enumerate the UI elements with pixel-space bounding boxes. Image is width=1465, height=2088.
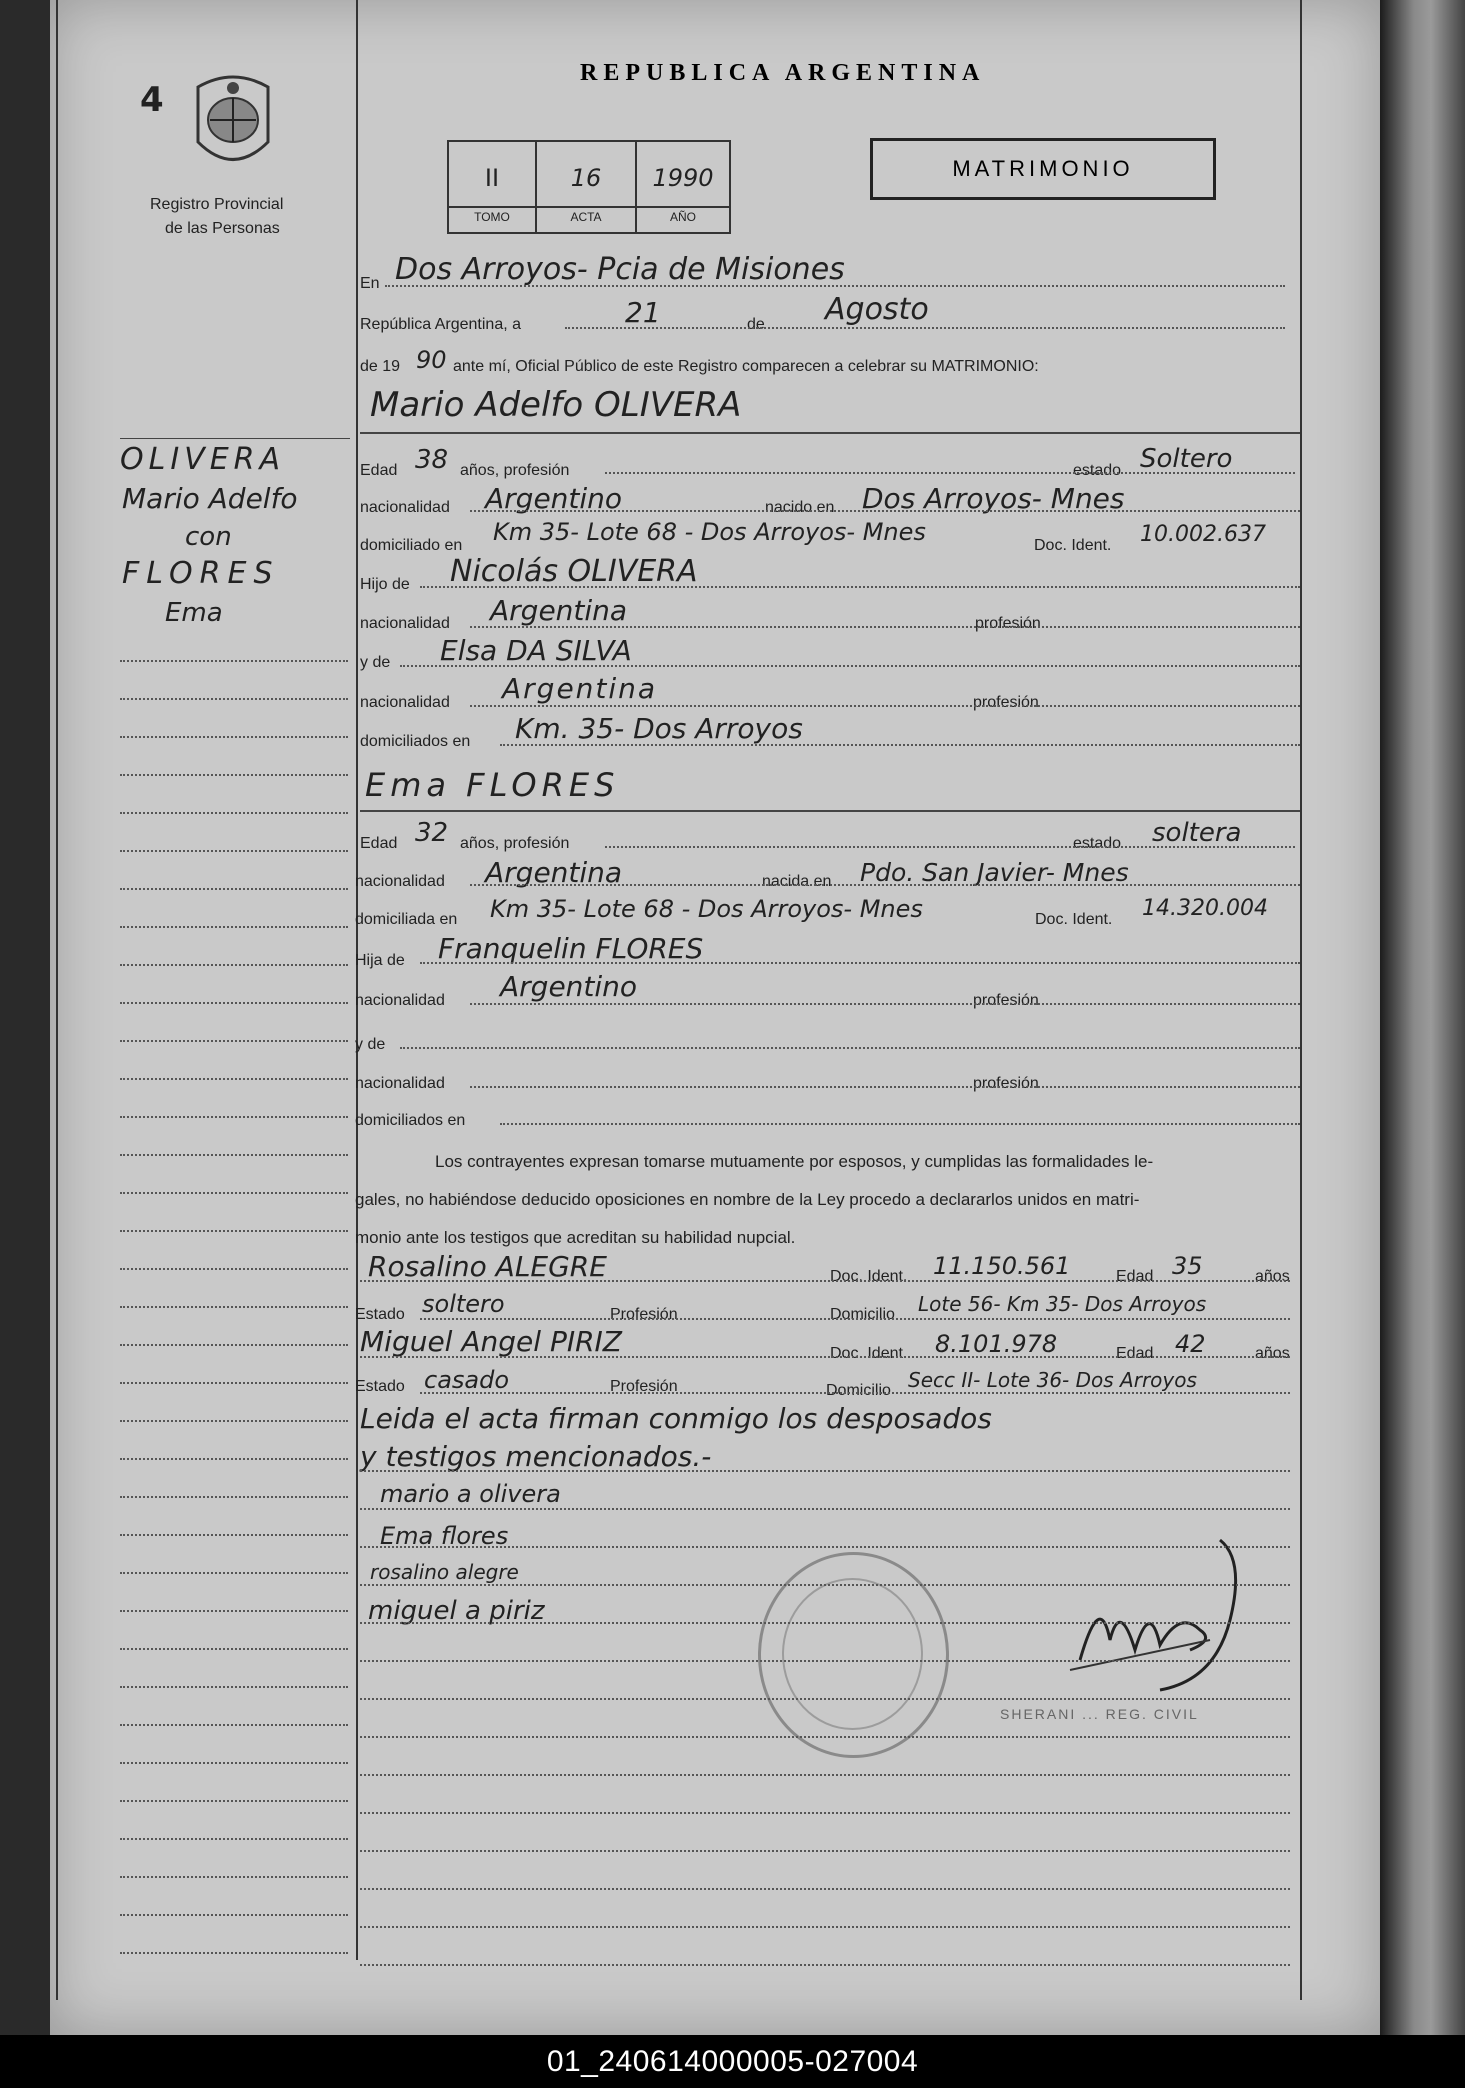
margin-note-line-1: OLIVERA [120,442,286,477]
groom-estado: Soltero [1140,444,1233,474]
bride-dom-label: domiciliada en [355,911,458,928]
record-type-box: MATRIMONIO [870,138,1216,200]
witness-2-estado: casado [424,1366,510,1394]
margin-ruled-line [120,1838,348,1840]
witness-1-estado-label: Estado [355,1306,405,1323]
groom-nacido-en: Dos Arroyos- Mnes [862,482,1125,515]
groom-nacionalidad: Argentino [485,482,623,515]
witness-1-anos-label: años [1255,1268,1290,1285]
margin-ruled-line [120,1154,348,1156]
en-label: En [360,275,380,292]
bride-father-nac-label: nacionalidad [355,992,445,1009]
witness-1-domicilio: Lote 56- Km 35- Dos Arroyos [918,1292,1207,1316]
bride-name: Ema FLORES [365,766,620,804]
groom-nac-label: nacionalidad [360,499,450,516]
margin-ruled-line [120,1230,348,1232]
margin-ruled-line [120,1762,348,1764]
margin-ruled-line [120,1534,348,1536]
margin-note-rule [120,438,350,439]
office-line-2: de las Personas [165,220,280,237]
witness-1-doc-label: Doc. Ident. [830,1268,908,1285]
margin-ruled-line [120,1914,348,1916]
groom-edad: 38 [415,445,449,475]
official-signature [1040,1530,1260,1710]
margin-note-line-3: con [185,522,232,552]
bride-father-nac-dots [470,1003,1300,1005]
margin-note-line-4: FLORES [122,556,280,591]
place-dots [385,285,1285,287]
ano-label: AÑO [669,210,696,224]
witness-1-prof-label: Profesión [610,1306,678,1323]
margin-ruled-line [120,774,348,776]
margin-ruled-line [120,850,348,852]
main-ruled-line [360,1622,1290,1624]
bride-father-prof-label: profesión [973,992,1039,1009]
bride-nacionalidad: Argentina [485,856,623,889]
groom-name: Mario Adelfo OLIVERA [370,385,742,425]
main-ruled-line [360,1698,1290,1700]
witness-2-prof-label: Profesión [610,1378,678,1395]
margin-ruled-line [120,1306,348,1308]
groom-mother-nac: Argentina [502,672,658,705]
signature-bride: Ema flores [380,1522,509,1550]
appearance-statement: ante mí, Oficial Público de este Registro comparecen a celebrar su MATRIMONIO: [453,358,1039,375]
acta-value: 16 [570,164,602,192]
margin-ruled-line [120,1268,348,1270]
bride-estado: soltera [1152,818,1242,848]
main-ruled-line [360,1736,1290,1738]
main-ruled-line [360,1584,1290,1586]
groom-edad-dots [605,472,1295,474]
margin-ruled-line [120,1952,348,1954]
right-border [1300,0,1302,2000]
bride-hija-label: Hija de [355,952,405,969]
main-ruled-line [360,1964,1290,1966]
republica-label: República Argentina, a [360,316,521,333]
margin-ruled-line [120,698,348,700]
bride-estado-label: estado [1073,835,1122,852]
bride-anos-label: años, profesión [460,835,570,852]
main-ruled-line [360,1888,1290,1890]
date-dots [565,327,1285,329]
groom-nacido-label: nacido en [765,499,835,516]
groom-mother-nac-label: nacionalidad [360,694,450,711]
witness-2-domicilio: Secc II- Lote 36- Dos Arroyos [908,1368,1197,1392]
main-ruled-line [360,1812,1290,1814]
margin-ruled-line [120,1800,348,1802]
main-ruled-line [360,1508,1290,1510]
witness-1-dots [360,1280,1290,1282]
main-ruled-line [360,1546,1290,1548]
record-number-box [447,140,731,234]
groom-hijo-label: Hijo de [360,576,410,593]
witness-1-edad: 35 [1172,1252,1203,1280]
margin-ruled-line [120,1116,348,1118]
groom-domicilio: Km 35- Lote 68 - Dos Arroyos- Mnes [493,518,926,546]
bride-doc-label: Doc. Ident. [1035,911,1113,928]
groom-parents-dom: Km. 35- Dos Arroyos [515,712,803,745]
bride-edad-label: Edad [360,835,398,852]
bride-nacida-en: Pdo. San Javier- Mnes [860,858,1129,887]
ano-value: 1990 [652,164,714,192]
margin-ruled-line [120,1192,348,1194]
main-ruled-line [360,1660,1290,1662]
signature-witness-1: rosalino alegre [370,1560,519,1584]
groom-father-nac-dots [470,626,1300,628]
witness-1-doc: 11.150.561 [933,1252,1071,1280]
witness-2-name: Miguel Angel PIRIZ [360,1325,622,1358]
groom-mother-nac-dots [470,705,1300,707]
tomo-label: TOMO [474,210,510,224]
bride-edad: 32 [415,818,449,848]
margin-ruled-line [120,1572,348,1574]
bride-domicilio: Km 35- Lote 68 - Dos Arroyos- Mnes [490,895,923,923]
bride-parents-dom-dots [500,1123,1300,1125]
groom-mother-prof-label: profesión [973,694,1039,711]
bride-mother-dots [400,1047,1300,1049]
official-round-seal-inner [782,1578,923,1730]
groom-father-prof-label: profesión [975,615,1041,632]
witness-2-edad: 42 [1175,1330,1206,1358]
groom-nac-dots [470,510,1300,512]
groom-name-rule [360,432,1300,434]
margin-ruled-line [120,1496,348,1498]
witness-1-edad-label: Edad [1116,1268,1154,1285]
document-page [50,0,1380,2035]
groom-estado-label: estado [1073,462,1122,479]
official-stamp-text: SHERANI ... REG. CIVIL [1000,1706,1199,1722]
margin-ruled-line [120,1458,348,1460]
de-label: de [747,316,765,333]
margin-ruled-line [120,964,348,966]
margin-ruled-line [120,1610,348,1612]
bride-y-de-label: y de [355,1036,386,1053]
groom-anos-label: años, profesión [460,462,570,479]
declaration-line-2: gales, no habiéndose deducido oposiciones en nombre de la Ley procedo a declararlos unidos en matri- [355,1190,1140,1209]
groom-doc-label: Doc. Ident. [1034,537,1112,554]
place-value: Dos Arroyos- Pcia de Misiones [395,252,845,287]
margin-ruled-line [120,888,348,890]
margin-note-line-5: Ema [165,598,223,628]
bride-doc: 14.320.004 [1142,896,1268,921]
margin-ruled-line [120,736,348,738]
groom-parents-dom-dots [500,744,1300,746]
bride-father-nac: Argentino [500,970,638,1003]
closing-line-1: Leida el acta firman conmigo los desposados [360,1402,992,1435]
bride-name-rule [360,810,1300,812]
witness-2-doc: 8.101.978 [935,1330,1058,1358]
groom-mother: Elsa DA SILVA [440,634,632,667]
witness-1-estado-dots [420,1318,1290,1320]
signature-groom: mario a olivera [380,1480,561,1508]
bride-mother-nac-dots [470,1086,1300,1088]
image-id-caption: 01_240614000005-027004 [0,2035,1465,2088]
bride-mother-prof-label: profesión [973,1075,1039,1092]
witness-2-doc-label: Doc. Ident. [830,1345,908,1362]
page-number: 4 [140,80,164,120]
groom-mother-dots [400,665,1300,667]
main-ruled-line [360,1850,1290,1852]
groom-father-nac: Argentina [490,594,628,627]
declaration-line-3: monio ante los testigos que acreditan su habilidad nupcial. [355,1228,796,1247]
witness-2-dom-label: Domicilio [826,1382,891,1399]
margin-ruled-line [120,660,348,662]
year-prefix: de 19 [360,358,401,375]
witness-2-dots [360,1356,1290,1358]
witness-2-estado-dots [420,1392,1290,1394]
margin-ruled-line [120,1078,348,1080]
margin-ruled-line [120,1686,348,1688]
margin-ruled-line [120,1876,348,1878]
margin-divider [356,0,358,1960]
witness-1-dom-label: Domicilio [830,1306,895,1323]
margin-ruled-line [120,1420,348,1422]
bride-nacida-label: nacida en [762,873,832,890]
groom-y-de-label: y de [360,654,391,671]
left-border [56,0,58,2000]
main-ruled-line [360,1926,1290,1928]
tomo-value: II [484,164,500,192]
office-line-1: Registro Provincial [150,196,284,213]
groom-doc: 10.002.637 [1140,522,1266,547]
bride-father: Franquelin FLORES [438,932,704,965]
witness-2-edad-label: Edad [1116,1345,1154,1362]
groom-edad-label: Edad [360,462,398,479]
signature-witness-2: miguel a piriz [368,1596,545,1626]
bride-mother-nac-label: nacionalidad [355,1075,445,1092]
acta-label: ACTA [570,210,602,224]
witness-2-anos-label: años [1255,1345,1290,1362]
margin-ruled-line [120,1382,348,1384]
bride-parents-dom-label: domiciliados en [355,1112,466,1129]
margin-ruled-line [120,1724,348,1726]
book-binding-edge [1380,0,1465,2035]
groom-father: Nicolás OLIVERA [450,554,698,589]
bride-nac-label: nacionalidad [355,873,445,890]
groom-father-dots [420,586,1300,588]
margin-note-line-2: Mario Adelfo [122,482,298,515]
margin-ruled-line [120,926,348,928]
margin-ruled-line [120,1344,348,1346]
groom-parents-dom-label: domiciliados en [360,733,471,750]
witness-1-estado: soltero [422,1290,505,1318]
main-ruled-line [360,1470,1290,1472]
closing-line-2: y testigos mencionados.- [360,1440,712,1473]
witness-2-estado-label: Estado [355,1378,405,1395]
margin-ruled-line [120,812,348,814]
margin-ruled-line [120,1002,348,1004]
margin-ruled-line [120,1648,348,1650]
bride-nac-dots [470,884,1300,886]
bride-edad-dots [605,846,1295,848]
country-title: REPUBLICA ARGENTINA [580,60,986,86]
groom-father-nac-label: nacionalidad [360,615,450,632]
coat-of-arms-seal [188,72,278,177]
groom-dom-label: domiciliado en [360,537,463,554]
day-value: 21 [625,296,661,329]
bride-father-dots [420,962,1300,964]
margin-ruled-line [120,1040,348,1042]
main-ruled-line [360,1774,1290,1776]
month-value: Agosto [825,292,929,327]
declaration-line-1: Los contrayentes expresan tomarse mutuamente por esposos, y cumplidas las formalidades le- [435,1152,1154,1171]
witness-1-name: Rosalino ALEGRE [368,1250,607,1283]
year-suffix: 90 [416,346,447,374]
